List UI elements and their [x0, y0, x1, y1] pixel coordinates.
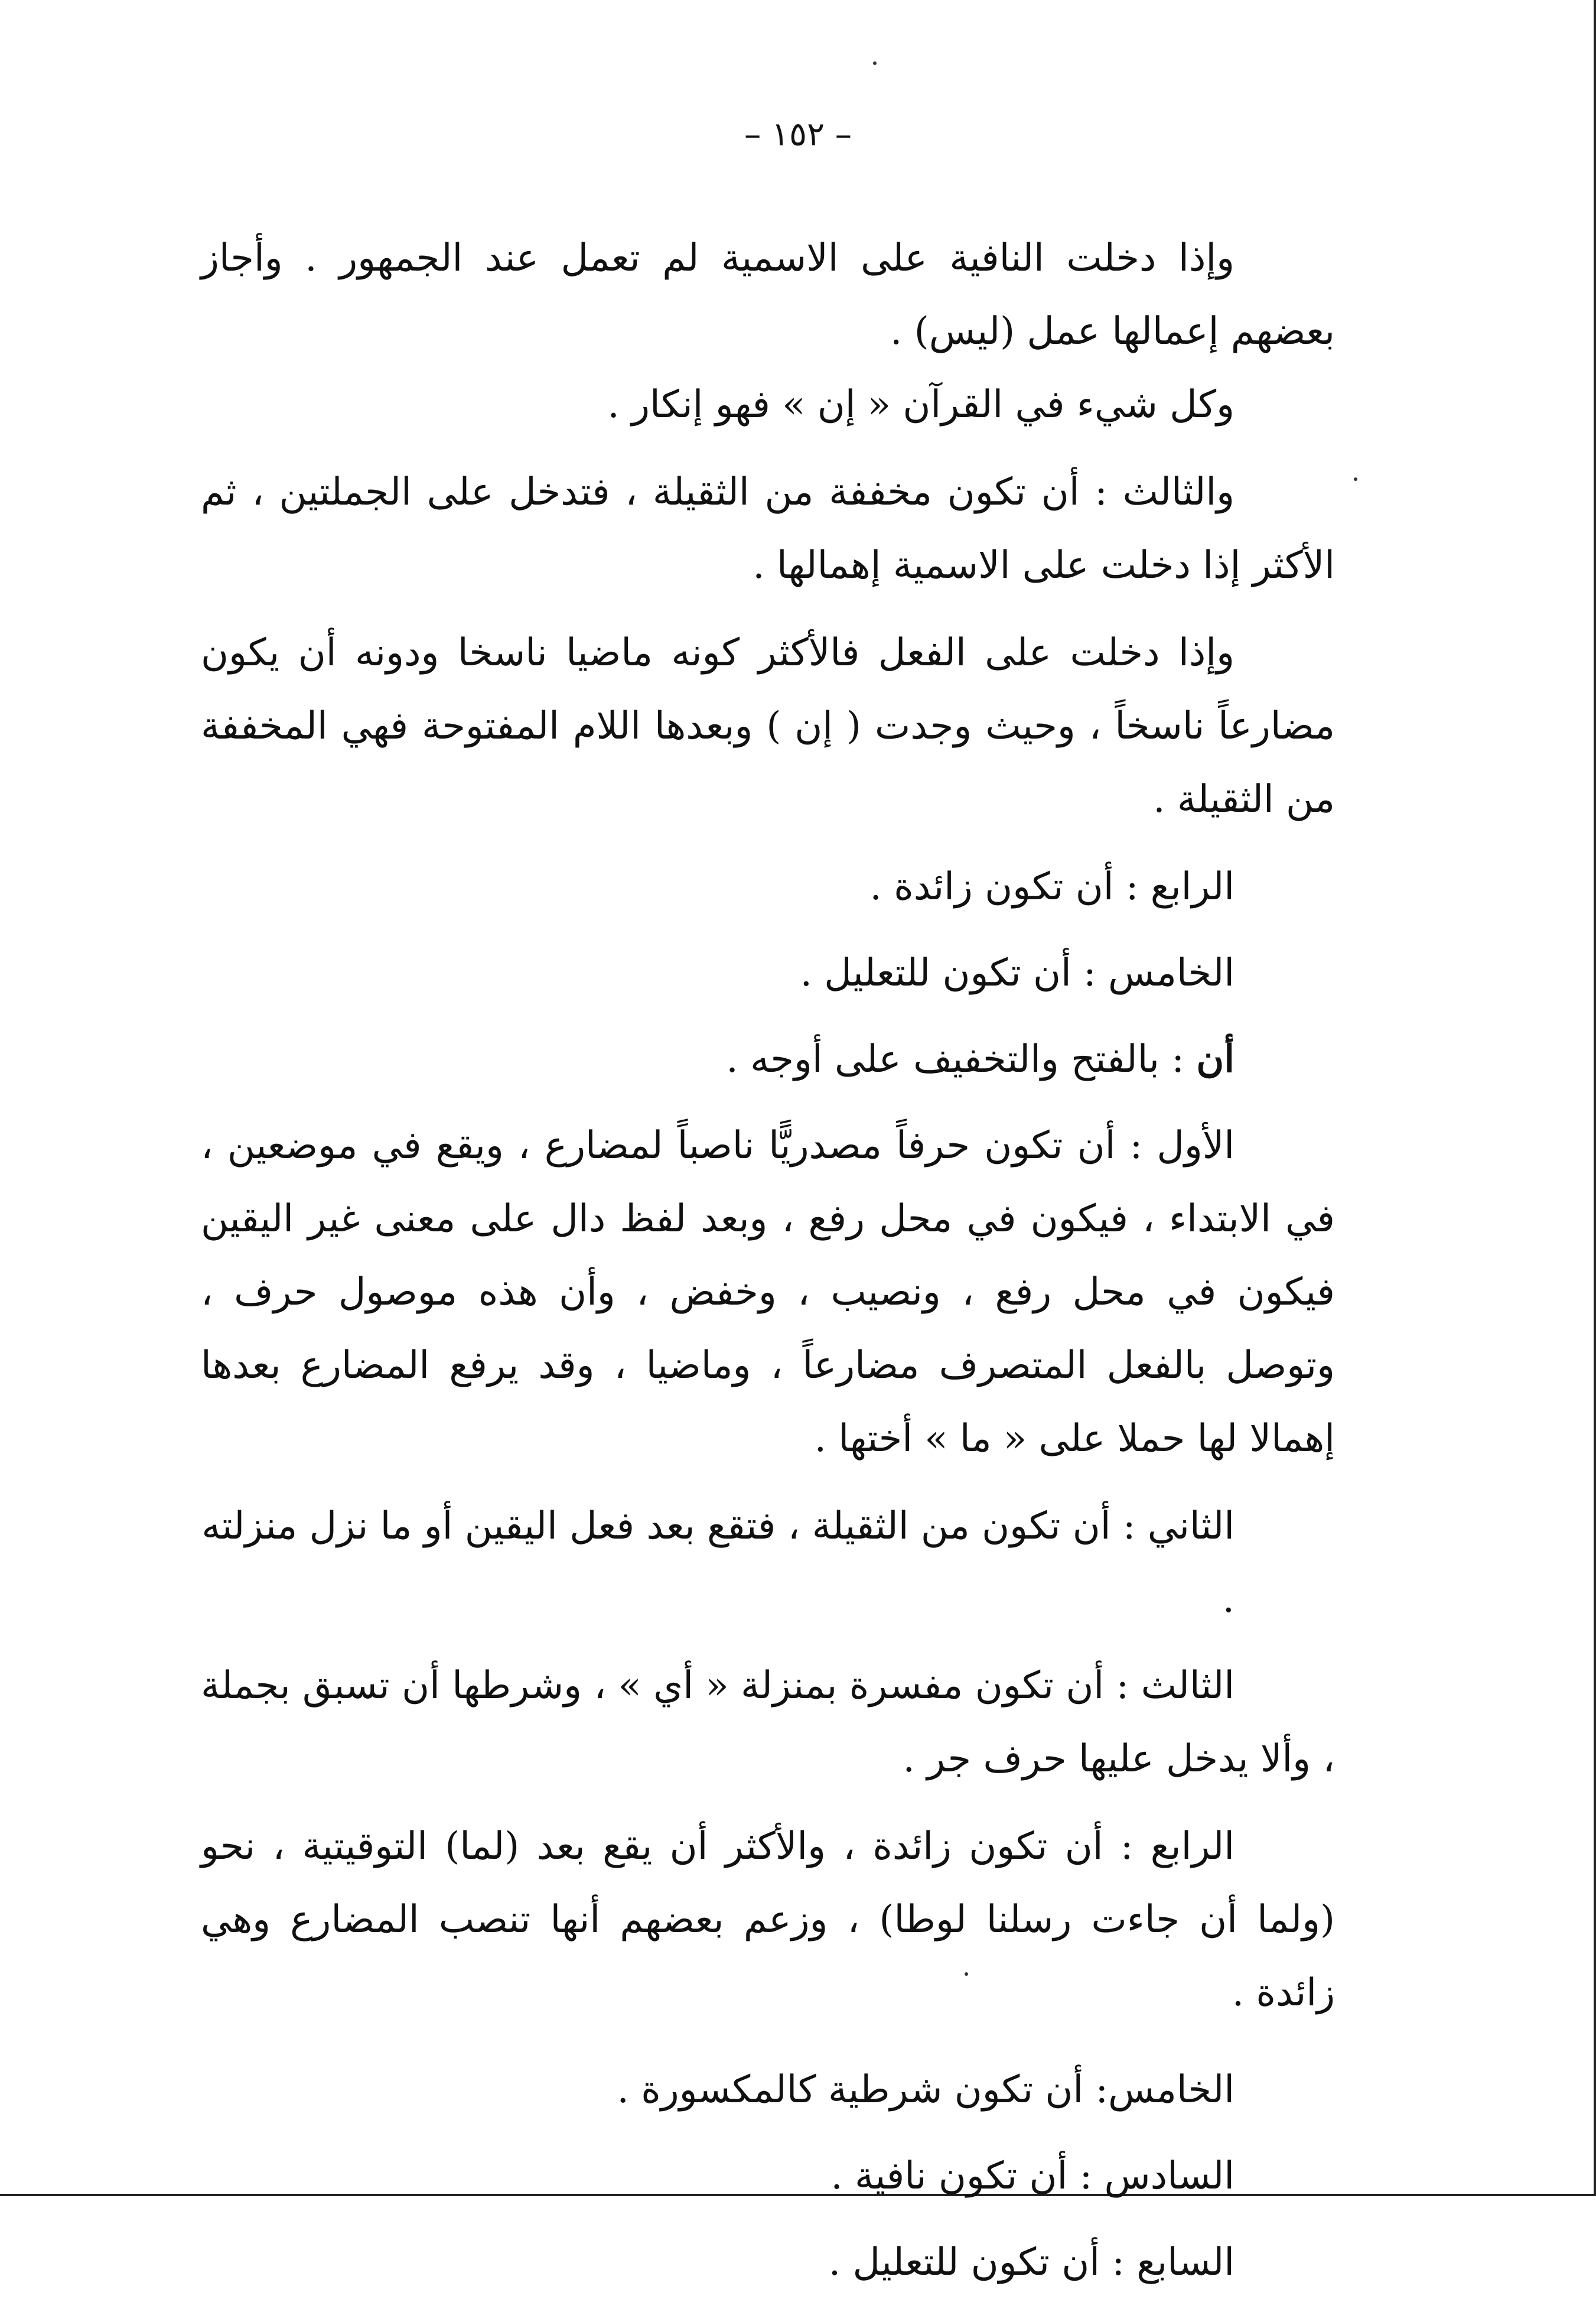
paragraph-10: الثالث : أن تكون مفسرة بمنزلة « أي » ، وشرطها أن تسبق بجملة ، وألا يدخل عليها حرف جر .: [201, 1664, 1335, 1781]
paragraph-9: الثاني : أن تكون من الثقيلة ، فتقع بعد فعل اليقين أو ما نزل منزلته .: [201, 1504, 1235, 1621]
scan-edge-right: [1594, 0, 1596, 2196]
paragraph-2: وكل شيء في القرآن « إن » فهو إنكار .: [607, 383, 1235, 427]
page-number: – ١٥٢ –: [744, 115, 852, 154]
paragraph-7: [201, 1023, 1335, 1096]
heading-an: أن: [1196, 1037, 1235, 1081]
paragraph-5: الرابع : أن تكون زائدة .: [869, 865, 1235, 909]
paragraph-12: الخامس: أن تكون شرطية كالمكسورة .: [617, 2068, 1235, 2112]
scan-speck: [1354, 477, 1357, 481]
paragraph-8: الأول : أن تكون حرفاً مصدريًّا ناصباً لمضارع ، ويقع في موضعين ، في الابتداء ، فيكون في محل رفع ، وبعد لفظ دال على معنى غير اليقين فيكون في محل رفع ، ونصيب ، وخفض ، وأن هذه موصول حرف ، وتوصل بالفعل المتصرف مضارعاً ، وماضيا ، وقد يرفع المضارع بعدها إهمالا لها حملا على « ما » أختها .: [201, 1124, 1336, 1461]
paragraph-13: السادس : أن تكون نافية .: [830, 2154, 1235, 2198]
page-body: [201, 222, 1335, 2299]
scan-speck: [873, 61, 877, 65]
paragraph-11: الرابع : أن تكون زائدة ، والأكثر أن يقع بعد (لما) التوقيتية ، نحو (ولما أن جاءت رسلنا لوطا) ، وزعم بعضهم أنها تنصب المضارع وهي زائدة .: [201, 1825, 1335, 2015]
paragraph-6: الخامس : أن تكون للتعليل .: [800, 951, 1235, 995]
paragraph-4: وإذا دخلت على الفعل فالأكثر كونه ماضيا ناسخا ودونه أن يكون مضارعاً ناسخاً ، وحيث وجدت ( إن ) وبعدها اللام المفتوحة فهي المخففة من الثقيلة .: [201, 631, 1335, 821]
paragraph-1: وإذا دخلت النافية على الاسمية لم تعمل عند الجمهور . وأجاز بعضهم إعمالها عمل (ليس) .: [201, 236, 1335, 353]
paragraph-14: السابع : أن تكون للتعليل .: [828, 2241, 1235, 2284]
paragraph-7-text: : بالفتح والتخفيف على أوجه .: [726, 1038, 1197, 1081]
paragraph-3: والثالث : أن تكون مخففة من الثقيلة ، فتدخل على الجملتين ، ثم الأكثر إذا دخلت على الاسمية إهمالها .: [201, 470, 1335, 587]
